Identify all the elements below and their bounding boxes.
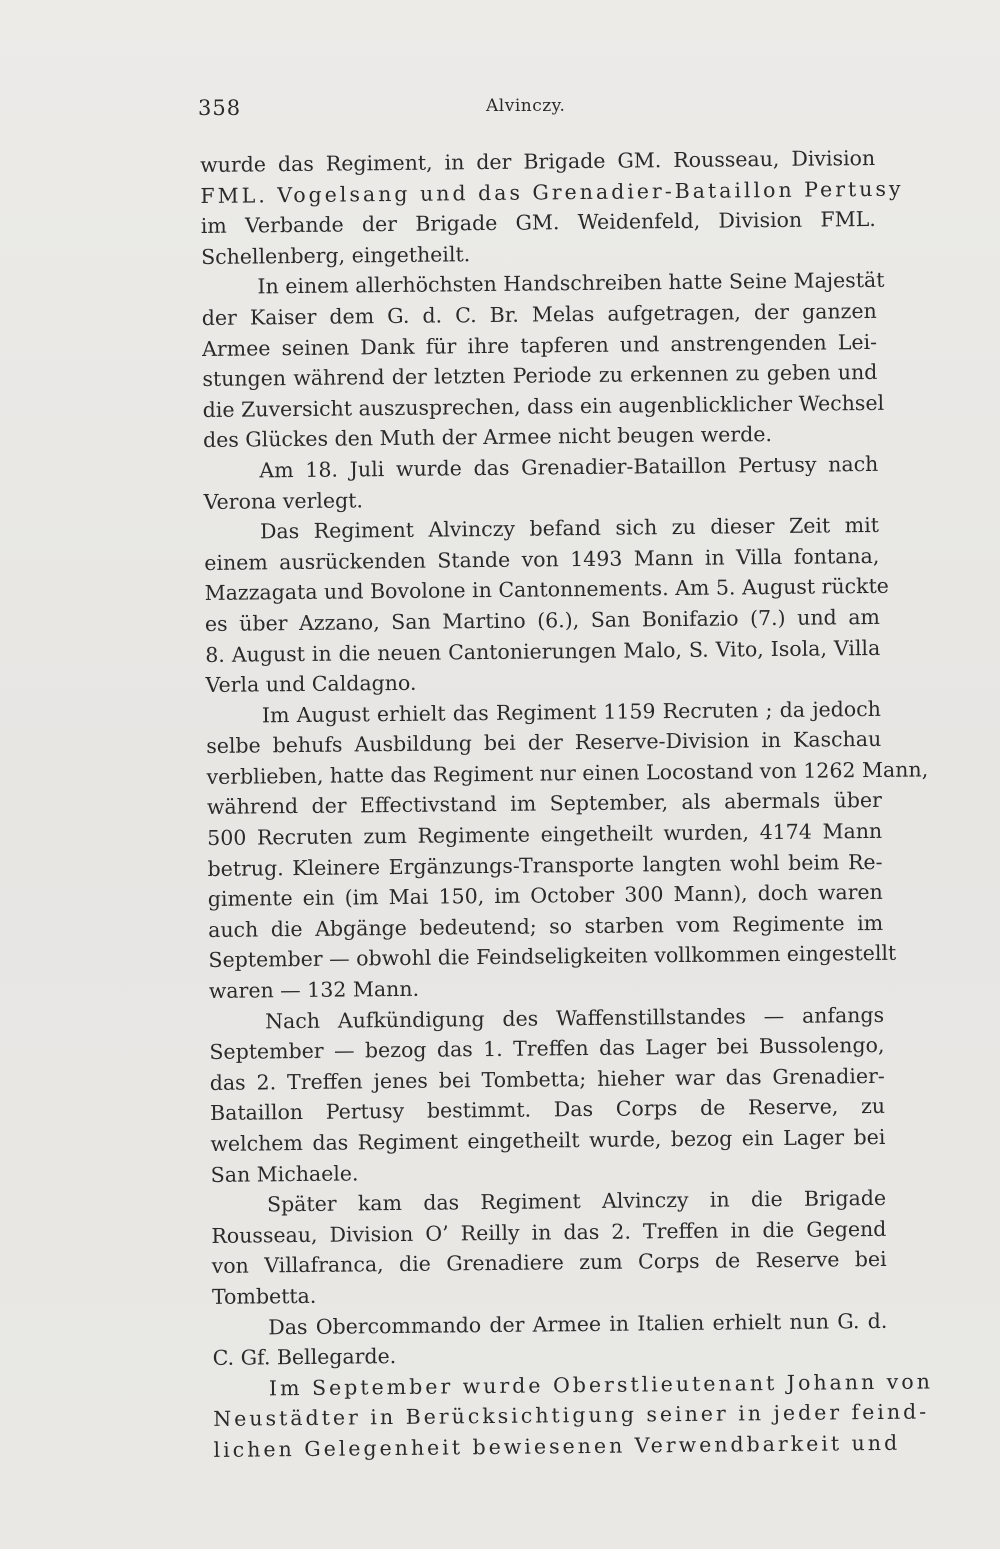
text-line: verblieben, hatte das Regiment nur einen Locostand von 1262 Mann, [206,757,929,789]
text-line: Das Obercommando der Armee in Italien erhielt nun G. d. [268,1308,888,1339]
text-line: die Zuversicht auszusprechen, dass ein augenblicklicher Wechsel [202,390,885,422]
text-line: In einem allerhöchsten Handschreiben hatte Seine Majestät [257,268,885,299]
text-line: 8. August in die neuen Cantonierungen Malo, S. Vito, Isola, Villa [205,635,881,667]
text-line: Neustädter in Berücksichtigung seiner in jeder feind- [213,1399,930,1432]
text-line: das 2. Treffen jenes bei Tombetta; hieher war das Grenadier- [209,1063,885,1095]
text-line: Mazzagata und Bovolone in Cantonnements. Am 5. August rückte [204,574,890,606]
text-line: Verla und Caldagno. [205,670,417,698]
text-line: Schellenberg, eingetheilt. [200,241,471,269]
text-line: Im August erhielt das Regiment 1159 Recruten ; da jedoch [261,696,882,728]
text-line: 500 Recruten zum Regimente eingetheilt wurden, 4174 Mann [207,818,883,851]
text-line: September — bezog das 1. Treffen das Lager bei Bussolengo, [209,1033,885,1065]
text-line: Nach Aufkündigung des Waffenstillstandes — anfangs [264,1002,885,1033]
text-line: es über Azzano, San Martino (6.), San Bonifazio (7.) und am [204,604,881,636]
text-line: selbe behufs Ausbildung bei der Reserve-Division in Kaschau [206,727,882,759]
text-line: FML. Vogelsang und das Grenadier-Bataillon Pertusy [200,176,904,208]
text-line: betrug. Kleinere Ergänzungs-Transporte langten wohl beim Re- [207,849,883,881]
text-line: im Verbande der Brigade GM. Weidenfeld, Division FML. [200,207,876,239]
text-line: der Kaiser dem G. d. C. Br. Melas aufgetragen, der ganzen [201,298,877,330]
text-line: lichen Gelegenheit bewiesenen Verwendbarkeit und [213,1430,901,1462]
text-line: Rousseau, Division O’ Reilly in das 2. Treffen in die Gegend [211,1216,887,1248]
text-line: auch die Abgänge bedeutend; so starben vom Regimente im [208,910,884,942]
text-line: waren — 132 Mann. [208,976,420,1003]
text-line: Tombetta. [211,1283,317,1309]
running-title: Alvinczy. [486,96,566,116]
text-line: Das Regiment Alvinczy befand sich zu dieser Zeit mit [259,513,880,544]
text-line: Am 18. Juli wurde das Grenadier-Bataillon Pertusy nach [259,451,879,483]
body-text [200,143,933,1466]
text-line: Armee seinen Dank für ihre tapferen und anstrengenden Lei- [201,329,878,361]
text-line: stungen während der letzten Periode zu erkennen zu geben und [202,360,878,392]
text-line: San Michaele. [210,1160,359,1187]
text-line: einem ausrückenden Stande von 1493 Mann in Villa fontana, [204,543,880,575]
text-line: von Villafranca, die Grenadiere zum Corps de Reserve bei [211,1247,887,1279]
text-line: September — obwohl die Feindseligkeiten vollkommen eingestellt [208,941,897,973]
text-line: Verona verlegt. [203,487,364,514]
text-line: Bataillon Pertusy bestimmt. Das Corps de Reserve, zu [209,1094,886,1126]
text-line: Später kam das Regiment Alvinczy in die Brigade [266,1186,887,1217]
text-line: wurde das Regiment, in der Brigade GM. Rousseau, Division [200,145,876,177]
text-line: Im September wurde Oberstlieutenant Johann von [268,1369,933,1401]
text-line: während der Effectivstand im September, als abermals über [206,788,882,820]
text-line: des Glückes den Muth der Armee nicht beugen werde. [202,422,773,453]
text-line: gimente ein (im Mai 150, im October 300 Mann), doch waren [207,880,883,912]
text-line: welchem das Regiment eingetheilt wurde, bezog ein Lager bei [210,1124,886,1156]
page-number: 358 [198,96,242,120]
page-header [198,96,888,126]
text-line: C. Gf. Bellegarde. [212,1344,397,1371]
